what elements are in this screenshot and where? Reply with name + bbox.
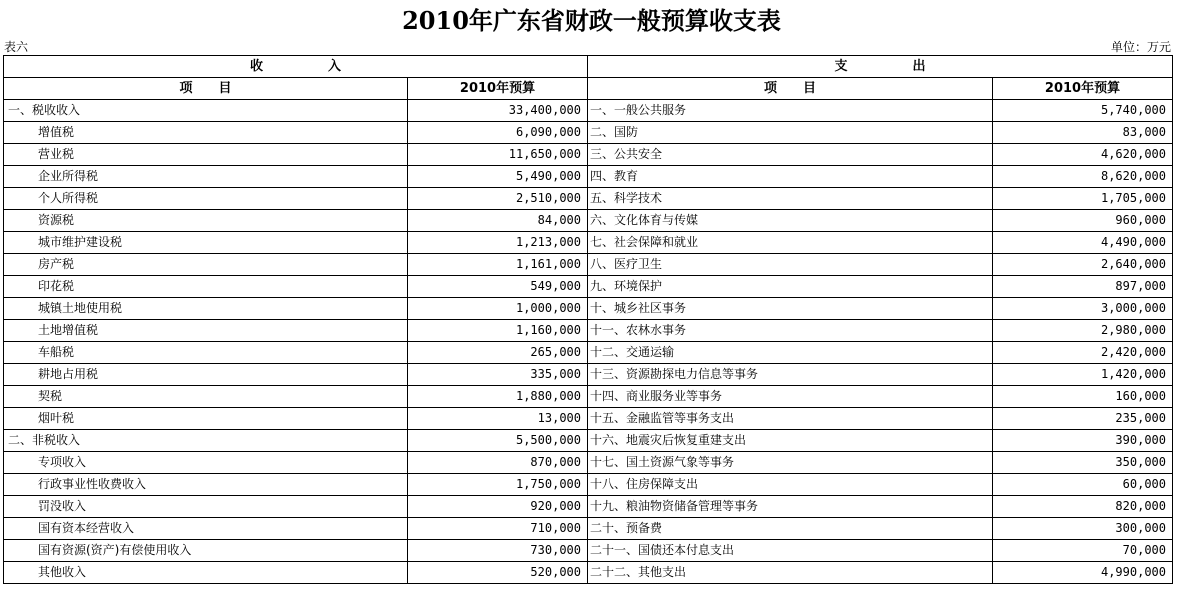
expense-value-cell: 960,000 [993, 210, 1173, 232]
expense-item-cell: 十四、商业服务业等事务 [588, 386, 993, 408]
income-item-cell: 烟叶税 [4, 408, 408, 430]
table-row [4, 122, 1173, 144]
expense-value-cell: 4,490,000 [993, 232, 1173, 254]
expense-value-cell: 2,420,000 [993, 342, 1173, 364]
income-value-cell: 710,000 [408, 518, 588, 540]
table-row [4, 100, 1173, 122]
income-value-cell: 920,000 [408, 496, 588, 518]
expense-value-cell: 1,420,000 [993, 364, 1173, 386]
income-budget-header: 2010年预算 [408, 78, 588, 100]
income-item-cell: 营业税 [4, 144, 408, 166]
income-value-cell: 6,090,000 [408, 122, 588, 144]
table-row [4, 408, 1173, 430]
expense-item-cell: 六、文化体育与传媒 [588, 210, 993, 232]
expense-value-cell: 390,000 [993, 430, 1173, 452]
expense-item-cell: 二十一、国债还本付息支出 [588, 540, 993, 562]
expense-item-cell: 七、社会保障和就业 [588, 232, 993, 254]
table-row [4, 254, 1173, 276]
income-value-cell: 33,400,000 [408, 100, 588, 122]
expense-item-cell: 一、一般公共服务 [588, 100, 993, 122]
expense-item-cell: 十一、农林水事务 [588, 320, 993, 342]
expense-header: 支 出 [588, 56, 1173, 78]
expense-item-cell: 五、科学技术 [588, 188, 993, 210]
income-item-cell: 国有资源(资产)有偿使用收入 [4, 540, 408, 562]
income-item-cell: 土地增值税 [4, 320, 408, 342]
income-item-cell: 其他收入 [4, 562, 408, 584]
income-item-cell: 车船税 [4, 342, 408, 364]
table-row [4, 540, 1173, 562]
expense-item-cell: 二十、预备费 [588, 518, 993, 540]
income-item-cell: 一、税收收入 [4, 100, 408, 122]
table-row [4, 452, 1173, 474]
expense-value-cell: 3,000,000 [993, 298, 1173, 320]
income-value-cell: 11,650,000 [408, 144, 588, 166]
expense-value-cell: 70,000 [993, 540, 1173, 562]
income-value-cell: 2,510,000 [408, 188, 588, 210]
income-value-cell: 1,161,000 [408, 254, 588, 276]
expense-item-cell: 十五、金融监管等事务支出 [588, 408, 993, 430]
income-item-cell: 房产税 [4, 254, 408, 276]
expense-value-cell: 160,000 [993, 386, 1173, 408]
income-value-cell: 1,160,000 [408, 320, 588, 342]
expense-value-cell: 350,000 [993, 452, 1173, 474]
income-header: 收 入 [4, 56, 588, 78]
budget-table [3, 55, 1173, 584]
income-item-cell: 专项收入 [4, 452, 408, 474]
table-row [4, 474, 1173, 496]
expense-value-cell: 2,640,000 [993, 254, 1173, 276]
table-row [4, 188, 1173, 210]
expense-value-cell: 820,000 [993, 496, 1173, 518]
expense-item-header: 项 目 [588, 78, 993, 100]
income-item-cell: 罚没收入 [4, 496, 408, 518]
column-header-row [4, 78, 1173, 100]
page-title: 2010年广东省财政一般预算收支表 [402, 6, 781, 35]
income-item-cell: 契税 [4, 386, 408, 408]
income-value-cell: 730,000 [408, 540, 588, 562]
table-row [4, 166, 1173, 188]
expense-value-cell: 897,000 [993, 276, 1173, 298]
expense-item-cell: 九、环境保护 [588, 276, 993, 298]
income-value-cell: 5,500,000 [408, 430, 588, 452]
expense-value-cell: 300,000 [993, 518, 1173, 540]
income-item-cell: 二、非税收入 [4, 430, 408, 452]
expense-item-cell: 三、公共安全 [588, 144, 993, 166]
income-item-header: 项 目 [4, 78, 408, 100]
income-item-cell: 行政事业性收费收入 [4, 474, 408, 496]
table-row [4, 518, 1173, 540]
table-row [4, 386, 1173, 408]
expense-item-cell: 十九、粮油物资储备管理等事务 [588, 496, 993, 518]
income-item-cell: 印花税 [4, 276, 408, 298]
expense-item-cell: 八、医疗卫生 [588, 254, 993, 276]
expense-value-cell: 2,980,000 [993, 320, 1173, 342]
expense-item-cell: 十、城乡社区事务 [588, 298, 993, 320]
expense-value-cell: 4,620,000 [993, 144, 1173, 166]
expense-item-cell: 十二、交通运输 [588, 342, 993, 364]
income-item-cell: 资源税 [4, 210, 408, 232]
expense-value-cell: 8,620,000 [993, 166, 1173, 188]
table-row [4, 496, 1173, 518]
expense-value-cell: 5,740,000 [993, 100, 1173, 122]
table-row [4, 232, 1173, 254]
expense-item-cell: 二、国防 [588, 122, 993, 144]
income-value-cell: 1,880,000 [408, 386, 588, 408]
income-value-cell: 1,000,000 [408, 298, 588, 320]
table-row [4, 276, 1173, 298]
income-item-cell: 耕地占用税 [4, 364, 408, 386]
income-value-cell: 335,000 [408, 364, 588, 386]
income-value-cell: 870,000 [408, 452, 588, 474]
income-value-cell: 549,000 [408, 276, 588, 298]
expense-item-cell: 四、教育 [588, 166, 993, 188]
income-value-cell: 13,000 [408, 408, 588, 430]
income-value-cell: 84,000 [408, 210, 588, 232]
income-item-cell: 国有资本经营收入 [4, 518, 408, 540]
expense-value-cell: 83,000 [993, 122, 1173, 144]
table-row [4, 364, 1173, 386]
unit-label: 单位：万元 [1110, 40, 1171, 54]
income-item-cell: 个人所得税 [4, 188, 408, 210]
income-item-cell: 城镇土地使用税 [4, 298, 408, 320]
income-value-cell: 265,000 [408, 342, 588, 364]
expense-value-cell: 1,705,000 [993, 188, 1173, 210]
expense-item-cell: 十六、地震灾后恢复重建支出 [588, 430, 993, 452]
income-item-cell: 增值税 [4, 122, 408, 144]
table-row [4, 298, 1173, 320]
table-row [4, 562, 1173, 584]
section-header-row [4, 56, 1173, 78]
income-value-cell: 1,750,000 [408, 474, 588, 496]
table-label: 表六 [4, 40, 29, 54]
expense-value-cell: 4,990,000 [993, 562, 1173, 584]
table-row [4, 144, 1173, 166]
expense-value-cell: 60,000 [993, 474, 1173, 496]
table-row [4, 342, 1173, 364]
income-item-cell: 城市维护建设税 [4, 232, 408, 254]
income-value-cell: 1,213,000 [408, 232, 588, 254]
expense-item-cell: 二十二、其他支出 [588, 562, 993, 584]
table-row [4, 430, 1173, 452]
table-row [4, 320, 1173, 342]
table-row [4, 210, 1173, 232]
income-value-cell: 5,490,000 [408, 166, 588, 188]
income-value-cell: 520,000 [408, 562, 588, 584]
expense-item-cell: 十七、国土资源气象等事务 [588, 452, 993, 474]
expense-item-cell: 十八、住房保障支出 [588, 474, 993, 496]
income-item-cell: 企业所得税 [4, 166, 408, 188]
expense-value-cell: 235,000 [993, 408, 1173, 430]
expense-item-cell: 十三、资源勘探电力信息等事务 [588, 364, 993, 386]
expense-budget-header: 2010年预算 [993, 78, 1173, 100]
